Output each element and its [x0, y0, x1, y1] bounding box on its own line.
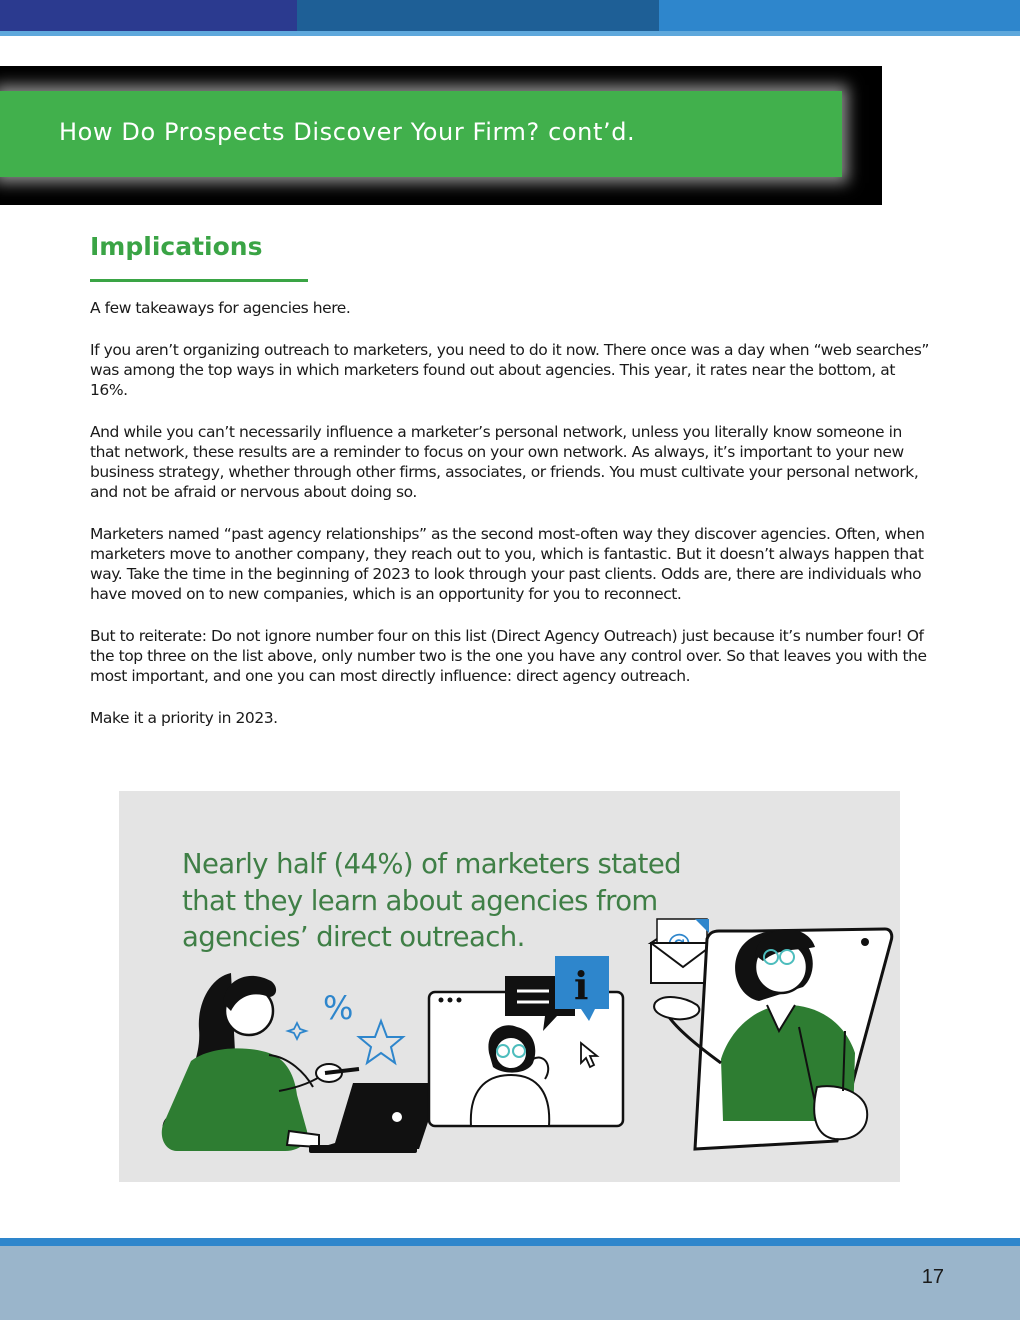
title-banner — [0, 66, 882, 205]
footer-band — [0, 1246, 1020, 1320]
top-color-band — [0, 0, 1020, 36]
footer-stripe — [0, 1238, 1020, 1246]
band-segment-dark — [0, 0, 297, 31]
illustration-panel — [119, 791, 900, 1182]
sparkle-icon — [288, 1023, 306, 1039]
caption-line: agencies’ direct outreach. — [182, 921, 525, 953]
page-number: 17 — [921, 1266, 944, 1288]
paragraph: And while you can’t necessarily influence a marketer’s personal network, unless you literally know someone in that network, these results are a reminder to focus on your own network. As always, it’s important to your new business strategy, whether through other firms, associates, or friends. You must cultivate your personal network, and not be afraid or nervous about doing so. — [90, 423, 919, 501]
footer — [0, 1238, 1020, 1320]
info-glyph: i — [574, 963, 589, 1008]
page-title: How Do Prospects Discover Your Firm? cont’d. — [59, 118, 636, 146]
section-heading: Implications — [90, 232, 263, 261]
illustration-caption — [182, 846, 742, 956]
band-segment-mid — [297, 0, 659, 31]
percent-icon — [323, 989, 353, 1027]
paragraph: Marketers named “past agency relationships” as the second most-often way they discover agencies. Often, when marketers move to another company, they reach out to you, which is fantastic. But it doesn’t always happen that way. Take the time in the beginning of 2023 to look through your past clients. Odds are, there are individuals who have moved on to new companies, which is an opportunity for you to reconnect. — [90, 525, 925, 603]
band-segment-light — [659, 0, 1020, 31]
section-heading-rule — [90, 279, 308, 282]
paragraph: But to reiterate: Do not ignore number four on this list (Direct Agency Outreach) just because it’s number four! Of the top three on the list above, only number two is the one you have any control over. So that leaves you with the most important, and one you can most directly influence: direct agency outreach. — [90, 627, 927, 685]
band-underline — [0, 31, 1020, 36]
woman-with-laptop — [162, 973, 441, 1153]
star-icon — [359, 1021, 403, 1063]
paragraph: If you aren’t organizing outreach to marketers, you need to do it now. There once was a day when “web searches” was among the top ways in which marketers found out about agencies. This year, it rates near the bottom, at 16%. — [90, 341, 929, 399]
percent-glyph: % — [323, 989, 354, 1027]
body-text — [90, 298, 935, 750]
paragraph: A few takeaways for agencies here. — [90, 299, 351, 317]
caption-line: that they learn about agencies from — [182, 884, 658, 917]
title-banner-green — [0, 91, 842, 177]
paragraph: Make it a priority in 2023. — [90, 709, 278, 727]
caption-line: Nearly half (44%) of marketers stated — [182, 848, 682, 880]
